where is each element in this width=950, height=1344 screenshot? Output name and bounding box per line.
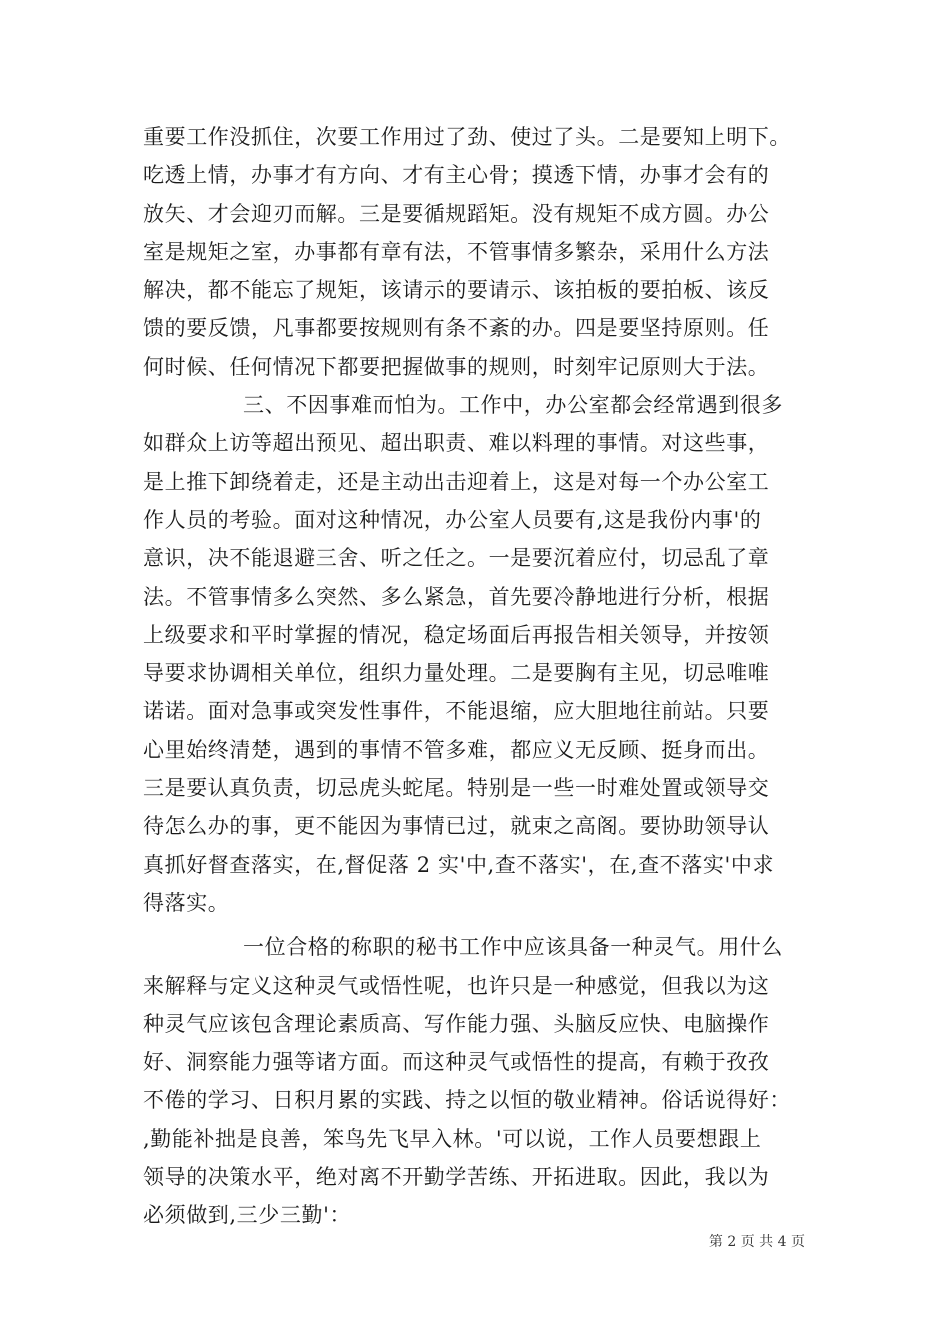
text-line: 何时候、任何情况下都要把握做事的规则，时刻牢记原则大于法。 <box>143 354 770 379</box>
text-line: 法。不管事情多么突然、多么紧急，首先要冷静地进行分析，根据 <box>143 584 770 609</box>
text-line: 作人员的考验。面对这种情况，办公室人员要有,这是我份内事'的 <box>143 507 762 532</box>
text-line: 待怎么办的事，更不能因为事情已过，就束之高阁。要协助领导认 <box>143 814 770 839</box>
paragraph <box>143 386 803 922</box>
text-line: 心里始终清楚，遇到的事情不管多难，都应义无反顾、挺身而出。 <box>143 737 770 762</box>
text-line: 室是规矩之室，办事都有章有法，不管事情多繁杂，采用什么方法 <box>143 239 770 264</box>
text-line: 好、洞察能力强等诸方面。而这种灵气或悟性的提高，有赖于孜孜 <box>143 1050 770 1075</box>
paragraph <box>143 928 803 1234</box>
text-line: 真抓好督查落实，在,督促落 2 实'中,查不落实'，在,查不落实'中求 <box>143 852 775 877</box>
text-line: 如群众上访等超出预见、超出职责、难以料理的事情。对这些事， <box>143 431 770 456</box>
text-line: 是上推下卸绕着走，还是主动出击迎着上，这是对每一个办公室工 <box>143 469 770 494</box>
text-line: 一位合格的称职的秘书工作中应该具备一种灵气。用什么 <box>243 935 783 960</box>
text-line: 放矢、才会迎刃而解。三是要循规蹈矩。没有规矩不成方圆。办公 <box>143 201 770 226</box>
text-line: 来解释与定义这种灵气或悟性呢，也许只是一种感觉，但我以为这 <box>143 973 770 998</box>
text-line: 诺诺。面对急事或突发性事件，不能退缩，应大胆地往前站。只要 <box>143 699 770 724</box>
text-line: 得落实。 <box>143 890 230 915</box>
text-line: 导要求协调相关单位，组织力量处理。二是要胸有主见，切忌唯唯 <box>143 661 770 686</box>
text-line: 种灵气应该包含理论素质高、写作能力强、头脑反应快、电脑操作 <box>143 1011 770 1036</box>
text-line: 上级要求和平时掌握的情况，稳定场面后再报告相关领导，并按领 <box>143 622 770 647</box>
text-line: 馈的要反馈，凡事都要按规则有条不紊的办。四是要坚持原则。任 <box>143 316 770 341</box>
text-line: ,勤能补拙是良善，笨鸟先飞早入林。'可以说，工作人员要想跟上 <box>143 1126 762 1151</box>
document-body <box>143 118 803 1235</box>
text-line: 三是要认真负责，切忌虎头蛇尾。特别是一些一时难处置或领导交 <box>143 776 770 801</box>
page-number: 第 2 页 共 4 页 <box>708 1234 805 1250</box>
text-line: 解决，都不能忘了规矩，该请示的要请示、该拍板的要拍板、该反 <box>143 278 770 303</box>
text-line: 三、不因事难而怕为。工作中，办公室都会经常遇到很多 <box>243 393 783 418</box>
text-line: 不倦的学习、日积月累的实践、持之以恒的敬业精神。俗话说得好： <box>143 1088 791 1113</box>
text-line: 重要工作没抓住，次要工作用过了劲、使过了头。二是要知上明下。 <box>143 125 791 149</box>
text-line: 领导的决策水平，绝对离不开勤学苦练、开拓进取。因此，我以为 <box>143 1165 770 1190</box>
paragraph <box>143 118 803 386</box>
text-line: 意识，决不能退避三舍、听之任之。一是要沉着应付，切忌乱了章 <box>143 546 770 571</box>
text-line: 吃透上情，办事才有方向、才有主心骨；摸透下情，办事才会有的 <box>143 163 770 188</box>
text-line: 必须做到,三少三勤'： <box>143 1203 352 1228</box>
